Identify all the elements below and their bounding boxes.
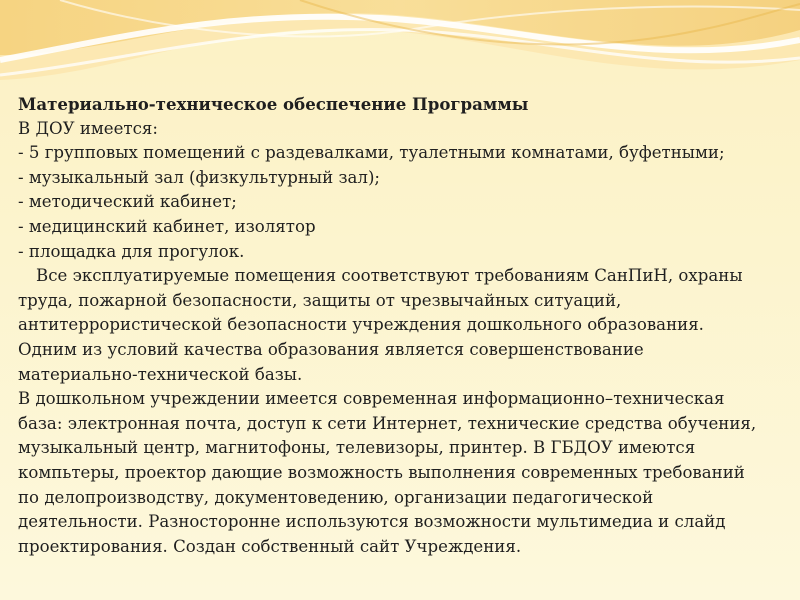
list-item: - площадка для прогулок. [18, 241, 245, 261]
list-item: - медицинский кабинет, изолятор [18, 216, 316, 236]
paragraph-line: Все эксплуатируемые помещения соответствуют требованиям СанПиН, охраны [36, 266, 743, 286]
paragraph-line: по делопроизводству, документоведению, организации педагогической [18, 487, 654, 507]
paragraph-line: В дошкольном учреждении имеется современная информационно–техническая [18, 389, 725, 409]
paragraph-line: деятельности. Разносторонне используются возможности мультимедиа и слайд [18, 512, 726, 532]
list-item: - музыкальный зал (физкультурный зал); [18, 167, 381, 187]
slide-content [18, 92, 788, 559]
paragraph-line: материально-технической базы. [18, 364, 303, 384]
intro-line: В ДОУ имеется: [18, 118, 158, 138]
paragraph-line: труда, пожарной безопасности, защиты от чрезвычайных ситуаций, [18, 290, 622, 310]
paragraph-line: база: электронная почта, доступ к сети Интернет, технические средства обучения, [18, 413, 757, 433]
list-item: - 5 групповых помещений с раздевалками, туалетными комнатами, буфетными; [18, 143, 725, 163]
paragraph-line: антитеррористической безопасности учреждения дошкольного образования. [18, 315, 704, 335]
paragraph-line: музыкальный центр, магнитофоны, телевизоры, принтер. В ГБДОУ имеются [18, 438, 696, 458]
paragraph-line: компьтеры, проектор дающие возможность выполнения современных требований [18, 462, 745, 482]
paragraph-line: проектирования. Создан собственный сайт Учреждения. [18, 536, 522, 556]
paragraph-line: Одним из условий качества образования является совершенствование [18, 339, 644, 359]
slide-title: Материально-техническое обеспечение Программы [18, 94, 529, 114]
list-item: - методический кабинет; [18, 192, 237, 212]
